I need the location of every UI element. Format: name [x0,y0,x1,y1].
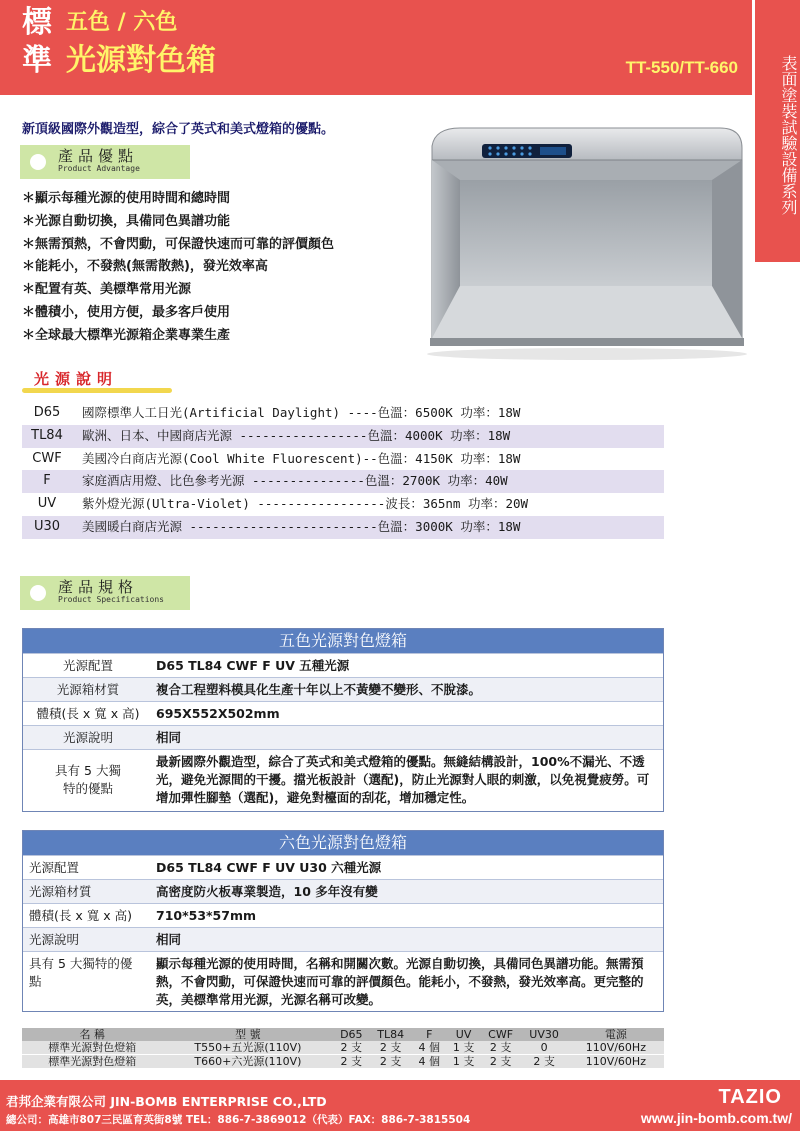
sidebar-category-text: 表面塗裝試驗設備系列 [779,55,798,215]
spec-value: 顯示每種光源的使用時間，名稱和開關次數。光源自動切換，具備同色異譜功能。無需預熱，不會閃動，可保證快速而可靠的評價顏色。能耗小，不發熱，發光效率高。更完整的英，美標準常用光源，光源名稱可改變。 [156,956,644,1007]
light-desc: 國際標準人工日光(Artificial Daylight) ----色溫：6500K 功率：18W [82,405,521,420]
spec-value: 高密度防火板專業製造，10 多年沒有變 [156,884,378,899]
footer-address: 總公司：高雄市807三民區育英街8號 TEL：886-7-3869012（代表）FAX：886-7-3815504 [6,1114,471,1126]
table-row [23,725,663,749]
header-char-top: 標 [22,5,52,40]
light-code: D65 [33,405,61,420]
table-row [23,903,663,927]
table-row [23,927,663,951]
table-row [23,701,663,725]
table-header: CWF [488,1028,514,1041]
header-model: TT-550/TT-660 [625,58,738,77]
section-advantage-header [20,145,190,179]
spec-key: 光源箱材質 [29,884,92,899]
table-row [22,516,664,539]
table-cell: 4 個 [412,1055,446,1069]
header-banner [0,0,752,95]
table-cell: 4 個 [418,1041,441,1054]
spec-value: 相同 [156,932,182,947]
list-item: ＊能耗小，不發熱(無需散熱)，發光效率高 [22,259,268,275]
light-box-product-image [420,118,750,368]
table-header: UV30 [529,1028,559,1041]
list-item: ＊體積小，使用方便，最多客戶使用 [22,304,231,320]
table-cell: 2 支 [369,1055,412,1069]
table-row [23,749,663,811]
footer-website-link[interactable]: www.jin-bomb.com.tw/ [640,1110,792,1126]
list-item: ＊全球最大標準光源箱企業專業生產 [22,327,231,343]
light-code: TL84 [31,427,63,443]
table-header: D65 [340,1028,363,1041]
table-header-row [22,1028,664,1041]
spec-key: 具有 5 大獨特的優點 [29,956,133,989]
table-header: UV [455,1028,472,1041]
table-header: 名 稱 [79,1028,105,1041]
light-desc: 美國暖白商店光源 -------------------------色溫：3000K 功率：18W [82,518,521,534]
spec-value: 複合工程塑料模具化生產十年以上不黃變不變形、不脫漆。 [156,682,482,697]
intro-text: 新頂級國際外觀造型，綜合了英式和美式燈箱的優點。 [22,122,335,137]
table-cell: 2 支 [481,1055,521,1069]
light-source-table [22,402,664,539]
table-cell: T550+五光源(110V) [194,1041,302,1054]
table-cell: 2 支 [379,1041,402,1054]
advantage-list [22,188,442,348]
header-title: 光源對色箱 [66,43,216,78]
table-cell: 110V/60Hz [585,1041,646,1054]
table-cell: 1 支 [446,1055,480,1069]
spec-table-five-title: 五色光源對色燈箱 [23,629,663,653]
spec-key: 光源說明 [62,730,113,745]
table-cell: 2 支 [333,1055,369,1069]
light-code: U30 [33,518,61,534]
spec-table-six-title: 六色光源對色燈箱 [23,831,663,855]
section-advantage-title-en: Product Advantage [58,164,140,173]
light-code: CWF [32,450,62,466]
table-row [22,402,664,425]
table-cell: 標準光源對色燈箱 [48,1041,137,1054]
light-code: F [43,473,51,489]
table-row [23,653,663,677]
list-item: ＊無需預熱，不會閃動，可保證快速而可靠的評價顏色 [22,236,335,252]
table-row [23,951,663,1011]
table-header: 型 號 [235,1028,261,1041]
table-cell: 2 支 [520,1055,567,1069]
spec-table-six [22,830,664,1012]
spec-value: 相同 [156,730,182,745]
section-spec-title: 產品規格 [58,578,139,596]
light-code: UV [37,496,57,512]
footer [0,1080,800,1131]
table-cell: 1 支 [452,1041,475,1054]
table-row [22,425,664,448]
light-desc: 美國冷白商店光源(Cool White Fluorescent)--色溫：4150K 功率：18W [82,450,521,466]
section-spec-title-en: Product Specifications [58,595,164,604]
list-item: ＊配置有英、美標準常用光源 [22,282,192,298]
table-row [22,448,664,471]
model-comparison-table [22,1028,664,1068]
spec-value: 710*53*57mm [156,908,257,923]
footer-company: 君邦企業有限公司 JIN-BOMB ENTERPRISE CO.,LTD [6,1094,327,1109]
table-row [22,1041,664,1055]
spec-key: 光源說明 [29,932,80,947]
spec-key: 光源箱材質 [56,682,120,697]
light-section-title: 光源說明 [34,370,119,388]
spec-key: 光源配置 [62,658,113,673]
table-row [23,879,663,903]
light-desc: 歐洲、日本、中國商店光源 -----------------色溫：4000K 功率：18W [82,427,511,443]
table-header: TL84 [377,1028,405,1041]
section-advantage-title: 產品優點 [58,147,139,165]
spec-value: 695X552X502mm [156,706,280,721]
spec-key: 體積(長 x 寬 x 高) [36,706,140,721]
table-row [22,470,664,493]
light-desc: 紫外燈光源(Ultra-Violet) -----------------波長：365nm 功率：20W [82,496,529,512]
table-cell: 2 支 [340,1041,363,1054]
table-cell: T660+六光源(110V) [162,1055,333,1069]
spec-key: 體積(長 x 寬 x 高) [29,908,132,923]
spec-value: D65 TL84 CWF F UV 五種光源 [156,658,350,673]
light-section-underline [22,388,172,393]
table-row [23,677,663,701]
table-row [22,493,664,516]
list-item: ＊光源自動切換，具備同色異譜功能 [22,213,231,229]
footer-brand-logo: TAZIO [718,1086,782,1108]
spec-key: 具有 5 大獨特的優點 [55,763,121,796]
header-subtitle: 五色 / 六色 [66,10,178,35]
table-header: F [426,1028,433,1041]
table-header: 電源 [604,1028,627,1041]
list-item: ＊顯示每種光源的使用時間和總時間 [22,191,231,206]
bullet-dot-icon [30,585,46,601]
table-cell: 標準光源對色燈箱 [22,1055,162,1069]
header-char-bottom: 準 [22,43,52,78]
sidebar-category [752,0,800,262]
bullet-dot-icon [30,154,46,170]
spec-value: 最新國際外觀造型，綜合了英式和美式燈箱的優點。無縫結構設計，100%不漏光、不透光，避免光源間的干擾。擋光板設計（選配)，防止光源對人眼的刺激，以免視覺疲勞。可增加彈性腳墊（選配)，避免對檯面的刮花，增加穩定性。 [156,754,650,805]
table-row [22,1055,664,1069]
table-cell: 0 [540,1041,548,1054]
spec-value: D65 TL84 CWF F UV U30 六種光源 [156,860,382,875]
spec-key: 光源配置 [29,860,80,875]
section-spec-header [20,576,190,610]
table-cell: 110V/60Hz [568,1055,664,1069]
light-section-header [22,368,152,392]
table-cell: 2 支 [489,1041,512,1054]
spec-table-five [22,628,664,812]
light-desc: 家庭酒店用燈、比色參考光源 ---------------色溫：2700K 功率：40W [82,473,508,489]
table-row [23,855,663,879]
